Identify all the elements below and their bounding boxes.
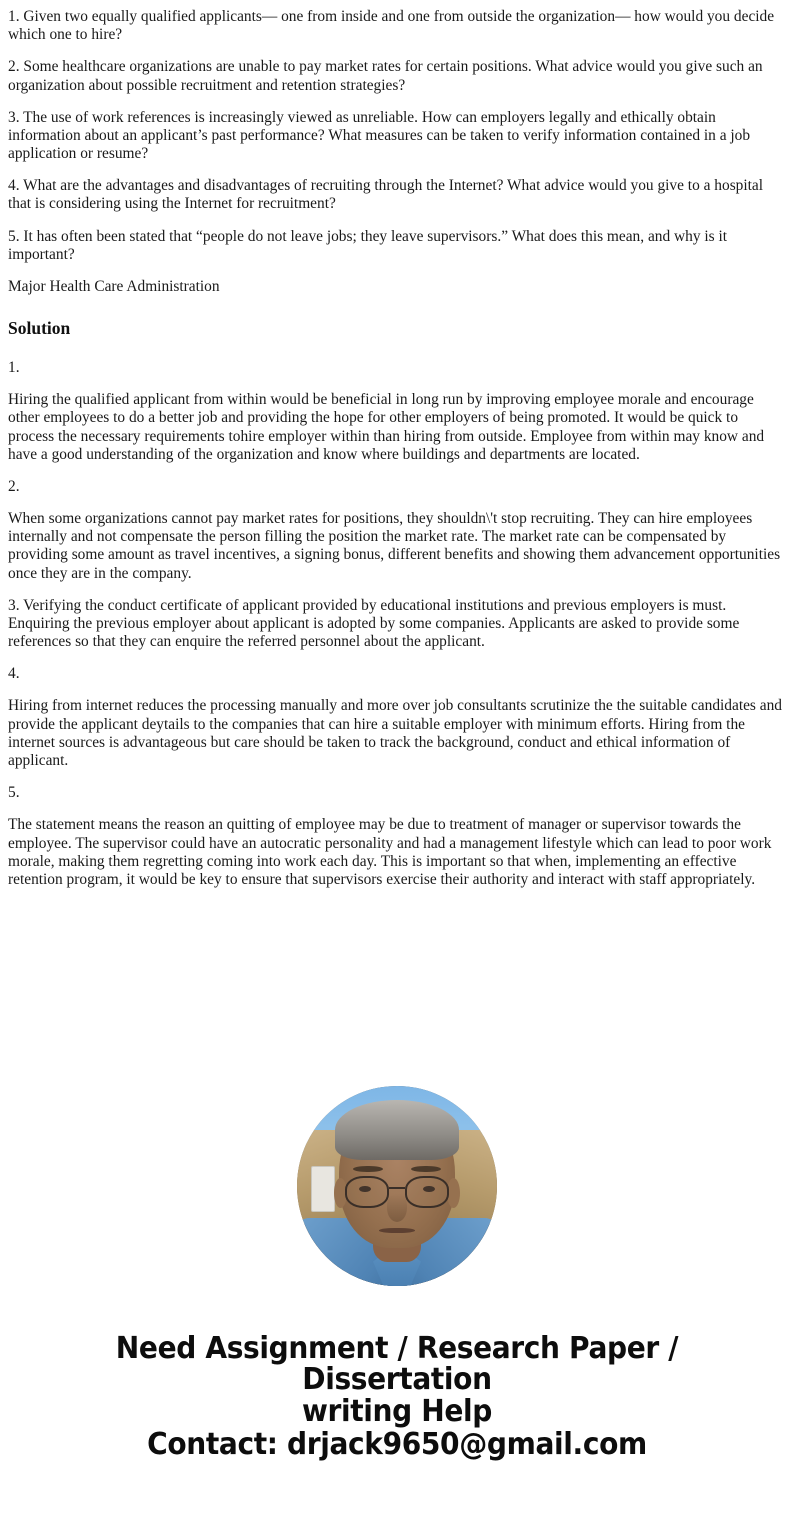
answer-marker: 5. bbox=[8, 784, 20, 802]
question-item: 2. Some healthcare organizations are unable to pay market rates for certain positions. What advice would you give such an organization about possible recruitment and retention strategies? bbox=[8, 58, 763, 94]
promo-line-2: writing Help bbox=[301, 1394, 493, 1430]
portrait-container bbox=[8, 1086, 786, 1286]
answer-marker: 1. bbox=[8, 359, 20, 377]
answer-body: 3. Verifying the conduct certificate of applicant provided by educational institutions and previous employers is must. Enquiring the previous employer about applicant is adopted by some companies. Applicants are asked to provide some references so that they can enquire the referred personnel about the applicant. bbox=[8, 596, 740, 651]
answers-section bbox=[8, 359, 786, 889]
photo-eyeglass-right bbox=[405, 1176, 449, 1208]
solution-heading: Solution bbox=[8, 318, 71, 339]
answer-marker: 2. bbox=[8, 477, 20, 495]
promo-footer bbox=[8, 1331, 786, 1488]
photo-nose bbox=[387, 1194, 407, 1222]
answer-body: Hiring from internet reduces the processing manually and more over job consultants scrutinize the the suitable candidates and provide the applicant deytails to the companies that can hire a suitable employer with minimum efforts. Hiring from the internet sources is advantageous but care should be taken to track the background, conduct and ethical information of applicant. bbox=[8, 697, 782, 769]
question-item: 3. The use of work references is increasingly viewed as unreliable. How can employers legally and ethically obtain information about an applicant’s past performance? What measures can be taken to verify information contained in a job application or resume? bbox=[8, 108, 751, 163]
photo-hair bbox=[335, 1100, 459, 1160]
questions-section bbox=[8, 8, 786, 264]
photo-eyeglass-left bbox=[345, 1176, 389, 1208]
avatar bbox=[297, 1086, 497, 1286]
answer-body: The statement means the reason an quitting of employee may be due to treatment of manager or supervisor towards the employee. The supervisor could have an autocratic personality and had a management lifestyle which can lead to poor work morale, making them regretting coming into work each day. This is important so that when, implementing an effective retention program, it would be key to ensure that supervisors exercise their authority and interact with staff appropriately. bbox=[8, 816, 772, 888]
question-item: 5. It has often been stated that “people do not leave jobs; they leave supervisors.” What does this mean, and why is it important? bbox=[8, 227, 728, 263]
question-item: 4. What are the advantages and disadvantages of recruiting through the Internet? What advice would you give to a hospital that is considering using the Internet for recruitment? bbox=[8, 177, 764, 213]
photo-wall-switch bbox=[311, 1166, 335, 1212]
answer-body: Hiring the qualified applicant from within would be beneficial in long run by improving employee morale and encourage other employees to do a better job and providing the hope for other employers of being promoted. It would be quick to process the necessary requirements tohire employer within than hiring from outside. Employee from within may know and have a good understanding of the organization and know where buildings and departments are located. bbox=[8, 391, 765, 463]
subject-line: Major Health Care Administration bbox=[8, 277, 220, 295]
answer-body: When some organizations cannot pay market rates for positions, they shouldn\'t stop recruiting. They can hire employees internally and not compensate the person filling the position the market rate. The market rate can be compensated by providing some amount as travel incentives, a signing bonus, different benefits and showing them advancement opportunities once they are in the company. bbox=[8, 510, 781, 582]
promo-line-1: Need Assignment / Research Paper / Dissertation bbox=[115, 1331, 679, 1397]
answer-marker: 4. bbox=[8, 665, 20, 683]
photo-eyeglass-bridge bbox=[389, 1187, 405, 1189]
question-item: 1. Given two equally qualified applicants— one from inside and one from outside the organization— how would you decide which one to hire? bbox=[8, 8, 775, 44]
promo-line-3: Contact: drjack9650@gmail.com bbox=[147, 1426, 647, 1462]
